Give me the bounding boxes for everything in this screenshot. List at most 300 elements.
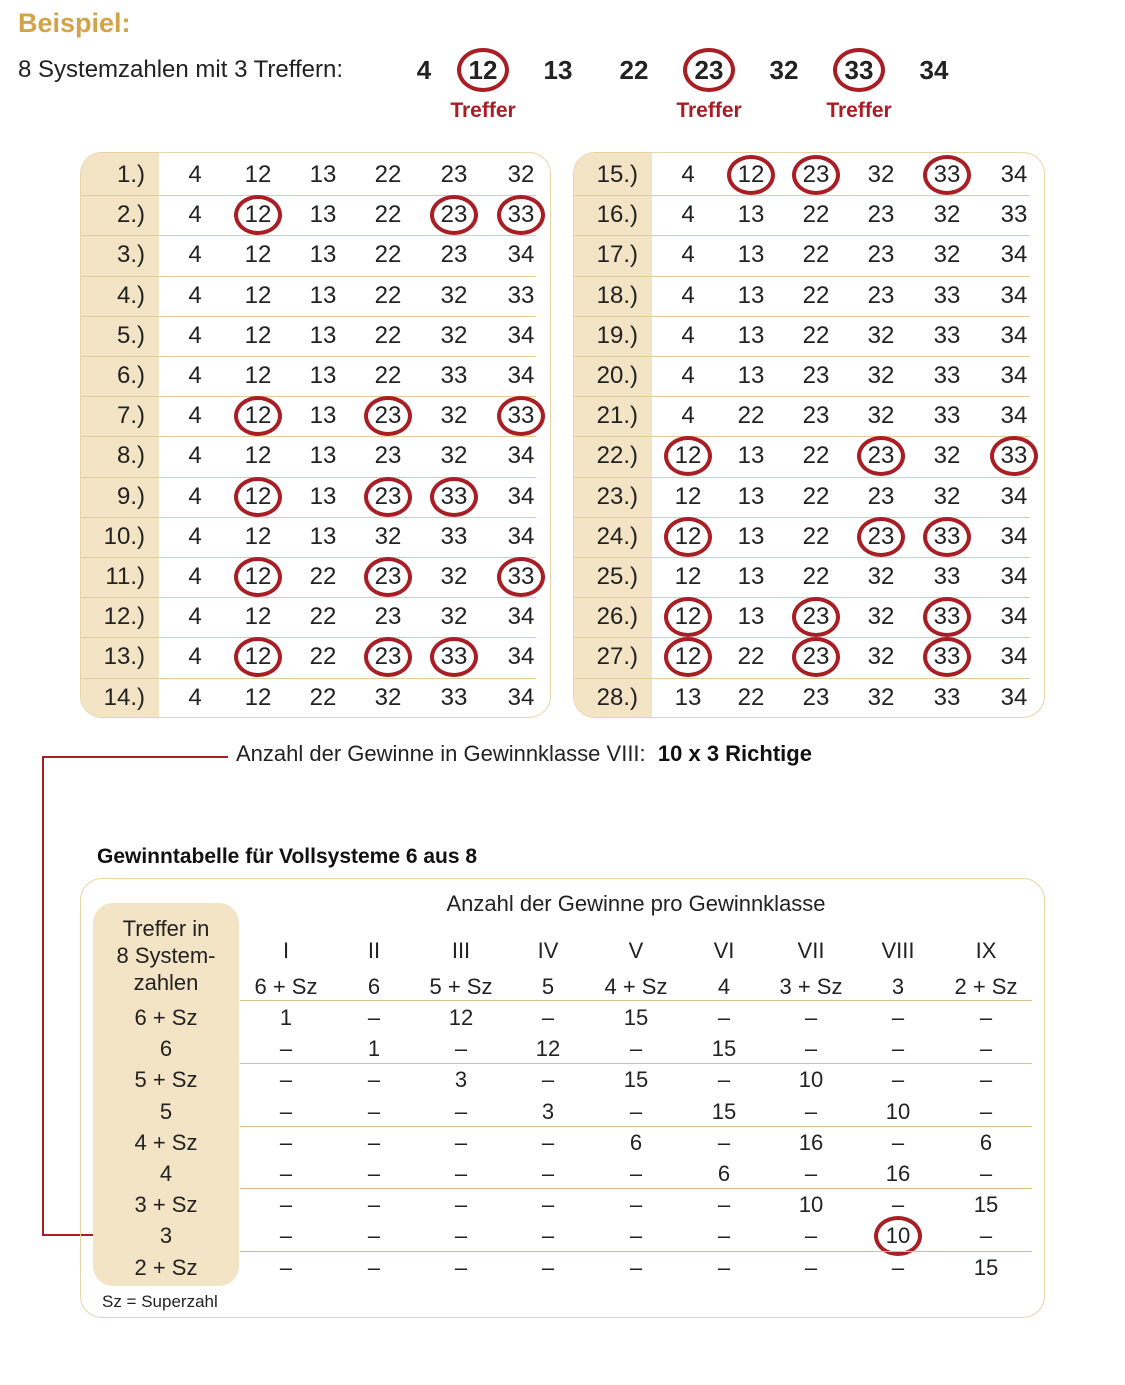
number-cell: 22: [374, 362, 402, 389]
number-cell: 22: [374, 241, 402, 269]
number-cell: 33: [1000, 442, 1028, 470]
table-row: [574, 597, 1044, 637]
number-cell: 23: [867, 442, 895, 470]
intro-text: 8 Systemzahlen mit 3 Treffern:: [18, 56, 344, 83]
number-cell: 22: [802, 522, 830, 550]
table-row: [574, 316, 1044, 356]
prize-cell: –: [541, 1161, 555, 1186]
hit-ring: [923, 155, 971, 195]
hit-ring: [457, 48, 509, 92]
table-row: [574, 155, 1044, 195]
combination-table-left: [80, 152, 551, 718]
prize-cell: –: [279, 1067, 293, 1093]
number-cell: 33: [440, 683, 468, 711]
prize-cell: 10: [798, 1067, 824, 1093]
prize-row-label: 2 + Sz: [134, 1254, 198, 1280]
prize-row-label: 6: [159, 1036, 173, 1062]
table-row: [81, 597, 550, 637]
prize-row-label: 3 + Sz: [134, 1192, 198, 1218]
number-cell: 33: [507, 563, 535, 590]
number-cell: 23: [374, 603, 402, 631]
number-cell: 34: [507, 603, 535, 631]
table-row: [574, 678, 1044, 718]
number-cell: 13: [309, 241, 337, 269]
table-row: [81, 436, 550, 476]
system-number: 4: [416, 55, 432, 85]
number-cell: 4: [681, 161, 695, 188]
number-cell: 33: [933, 643, 961, 671]
hit-ring: [683, 48, 735, 92]
number-cell: 12: [674, 643, 702, 671]
prize-cell: 15: [623, 1067, 649, 1093]
number-cell: 12: [244, 201, 272, 229]
prize-cell: –: [629, 1223, 643, 1249]
number-cell: 22: [802, 482, 830, 510]
number-cell: 4: [188, 321, 202, 349]
number-cell: 33: [507, 281, 535, 309]
number-cell: 13: [309, 321, 337, 349]
prize-row-divider: [240, 1000, 1032, 1001]
prize-cell: 6: [717, 1161, 731, 1186]
table-row: [574, 557, 1044, 597]
number-cell: 22: [309, 683, 337, 711]
number-cell: 4: [681, 321, 695, 349]
number-cell: 32: [440, 321, 468, 349]
hit-ring: [497, 557, 545, 597]
prize-cell: 6: [979, 1129, 993, 1155]
row-label: 18.): [596, 281, 638, 309]
table-row: [574, 235, 1044, 275]
number-cell: 23: [802, 402, 830, 430]
table-row: [81, 396, 550, 436]
prize-cell: –: [629, 1161, 643, 1186]
prize-cell: –: [717, 1129, 731, 1155]
table-row: [81, 195, 550, 235]
number-cell: 12: [674, 482, 702, 510]
prize-cell: 12: [535, 1036, 561, 1062]
number-cell: 13: [737, 321, 765, 349]
prize-cell: –: [279, 1161, 293, 1186]
table-row: [574, 195, 1044, 235]
prize-table-title: Gewinntabelle für Vollsysteme 6 aus 8: [97, 845, 478, 868]
class-roman: VII: [797, 938, 825, 963]
prize-row-label: 4 + Sz: [134, 1129, 198, 1155]
number-cell: 12: [244, 643, 272, 671]
prize-table-row-header: [93, 915, 239, 996]
number-cell: 34: [507, 522, 535, 550]
prize-cell: –: [979, 1161, 993, 1186]
row-label: 3.): [116, 241, 145, 269]
number-cell: 33: [440, 482, 468, 510]
win-count-value: 10 x 3 Richtige: [657, 741, 812, 766]
prize-cell: –: [541, 1192, 555, 1218]
prize-cell: 15: [711, 1098, 737, 1124]
number-cell: 32: [867, 603, 895, 631]
row-label: 7.): [116, 402, 145, 430]
number-cell: 23: [374, 643, 402, 671]
prize-cell: –: [804, 1036, 818, 1062]
table-row: [81, 235, 550, 275]
number-cell: 13: [309, 522, 337, 550]
number-cell: 23: [802, 362, 830, 389]
prize-cell: –: [279, 1036, 293, 1062]
number-cell: 4: [188, 161, 202, 188]
prize-cell: –: [891, 1192, 905, 1218]
prize-row-label: 3: [159, 1223, 173, 1249]
prize-cell: –: [979, 1067, 993, 1093]
number-cell: 4: [188, 563, 202, 590]
number-cell: 22: [802, 281, 830, 309]
number-cell: 4: [188, 643, 202, 671]
prize-cell: –: [367, 1005, 381, 1030]
row-label: 11.): [105, 563, 145, 590]
prize-cell: –: [891, 1254, 905, 1280]
number-cell: 33: [440, 362, 468, 389]
number-cell: 33: [933, 402, 961, 430]
class-sub: 4 + Sz: [604, 974, 668, 999]
number-cell: 22: [737, 683, 765, 711]
row-label: 24.): [596, 522, 638, 550]
number-cell: 32: [374, 683, 402, 711]
connector-line: [42, 756, 44, 1236]
number-cell: 13: [674, 683, 702, 711]
number-cell: 12: [244, 321, 272, 349]
number-cell: 4: [188, 683, 202, 711]
number-cell: 34: [1000, 241, 1028, 269]
prize-cell: –: [979, 1005, 993, 1030]
prize-cell: –: [717, 1005, 731, 1030]
number-cell: 33: [933, 321, 961, 349]
class-sub: 3: [891, 974, 905, 999]
class-roman: IX: [975, 938, 997, 963]
number-cell: 23: [867, 241, 895, 269]
number-cell: 23: [802, 161, 830, 188]
hit-ring: [792, 155, 840, 195]
prize-cell: 10: [885, 1223, 911, 1249]
number-cell: 12: [674, 522, 702, 550]
number-cell: 22: [374, 161, 402, 188]
prize-cell: –: [541, 1254, 555, 1280]
number-cell: 22: [802, 201, 830, 229]
hit-ring: [430, 477, 478, 517]
prize-cell: –: [717, 1192, 731, 1218]
prize-cell: –: [979, 1098, 993, 1124]
hit-ring: [727, 155, 775, 195]
connector-line: [42, 756, 228, 758]
number-cell: 34: [1000, 563, 1028, 590]
number-cell: 13: [737, 281, 765, 309]
prize-cell: –: [804, 1223, 818, 1249]
number-cell: 33: [933, 603, 961, 631]
hit-ring: [234, 396, 282, 436]
number-cell: 4: [188, 402, 202, 430]
number-cell: 12: [244, 442, 272, 470]
number-cell: 4: [681, 402, 695, 430]
win-count-label: Anzahl der Gewinne in Gewinnklasse VIII:: [236, 741, 646, 766]
number-cell: 34: [507, 482, 535, 510]
number-cell: 33: [440, 522, 468, 550]
prize-row-label: 6 + Sz: [134, 1005, 198, 1030]
hit-ring: [833, 48, 885, 92]
number-cell: 4: [188, 482, 202, 510]
prize-cell: –: [454, 1161, 468, 1186]
number-cell: 32: [440, 281, 468, 309]
prize-cell: –: [891, 1005, 905, 1030]
number-cell: 13: [309, 482, 337, 510]
prize-cell: 12: [448, 1005, 474, 1030]
number-cell: 4: [188, 241, 202, 269]
row-label: 6.): [116, 362, 145, 389]
prize-cell: –: [891, 1067, 905, 1093]
number-cell: 33: [933, 362, 961, 389]
number-cell: 34: [1000, 643, 1028, 671]
prize-cell: –: [804, 1161, 818, 1186]
number-cell: 4: [188, 522, 202, 550]
prize-cell: –: [804, 1254, 818, 1280]
number-cell: 23: [374, 402, 402, 430]
number-cell: 23: [867, 522, 895, 550]
row-header-line: zahlen: [133, 970, 199, 995]
prize-row-label: 5 + Sz: [134, 1067, 198, 1093]
number-cell: 22: [374, 321, 402, 349]
number-cell: 33: [1000, 201, 1028, 229]
hit-ring: [430, 195, 478, 235]
number-cell: 4: [681, 281, 695, 309]
number-cell: 13: [309, 442, 337, 470]
prize-cell: –: [804, 1005, 818, 1030]
table-row: [81, 356, 550, 396]
prize-cell: –: [454, 1223, 468, 1249]
number-cell: 23: [374, 482, 402, 510]
number-cell: 33: [933, 683, 961, 711]
number-cell: 32: [507, 161, 535, 188]
number-cell: 22: [374, 201, 402, 229]
number-cell: 34: [1000, 362, 1028, 389]
prize-cell: –: [629, 1036, 643, 1062]
prize-cell: –: [367, 1254, 381, 1280]
number-cell: 22: [309, 603, 337, 631]
number-cell: 32: [374, 522, 402, 550]
combination-table-right: [573, 152, 1045, 718]
prize-row-label: 4: [159, 1161, 173, 1186]
page-title: Beispiel:: [18, 8, 131, 38]
row-label: 16.): [596, 201, 638, 229]
number-cell: 34: [1000, 603, 1028, 631]
row-label: 27.): [596, 643, 638, 671]
number-cell: 13: [309, 201, 337, 229]
number-cell: 32: [933, 442, 961, 470]
system-number: 32: [769, 55, 799, 85]
row-label: 22.): [596, 442, 638, 470]
number-cell: 12: [244, 161, 272, 188]
number-cell: 12: [244, 482, 272, 510]
hit-ring: [923, 597, 971, 637]
number-cell: 32: [440, 402, 468, 430]
hit-ring: [234, 195, 282, 235]
prize-cell: 3: [541, 1098, 555, 1124]
prize-cell: –: [717, 1067, 731, 1093]
number-cell: 34: [507, 241, 535, 269]
table-row: [574, 396, 1044, 436]
prize-cell: –: [367, 1192, 381, 1218]
row-label: 25.): [596, 563, 638, 590]
prize-cell: 15: [711, 1036, 737, 1062]
class-sub: 5: [541, 974, 555, 999]
number-cell: 34: [507, 321, 535, 349]
number-cell: 13: [737, 362, 765, 389]
class-sub: 5 + Sz: [429, 974, 493, 999]
row-label: 5.): [116, 321, 145, 349]
number-cell: 32: [867, 643, 895, 671]
row-label: 4.): [116, 281, 145, 309]
number-cell: 32: [867, 362, 895, 389]
prize-cell: 15: [973, 1254, 999, 1280]
system-number: 22: [619, 55, 649, 85]
prize-cell: –: [279, 1098, 293, 1124]
number-cell: 32: [440, 563, 468, 590]
number-cell: 32: [440, 603, 468, 631]
prize-cell: 1: [367, 1036, 381, 1062]
row-label: 28.): [596, 683, 638, 711]
prize-cell: –: [891, 1036, 905, 1062]
number-cell: 33: [440, 643, 468, 671]
prize-row-divider: [240, 1126, 1032, 1127]
number-cell: 13: [309, 402, 337, 430]
number-cell: 12: [244, 241, 272, 269]
prize-cell: –: [541, 1223, 555, 1249]
number-cell: 12: [244, 683, 272, 711]
table-row: [81, 637, 550, 677]
number-cell: 32: [933, 482, 961, 510]
number-cell: 34: [507, 683, 535, 711]
prize-cell: –: [454, 1129, 468, 1155]
number-cell: 23: [802, 643, 830, 671]
prize-cell: 15: [623, 1005, 649, 1030]
number-cell: 23: [867, 281, 895, 309]
number-cell: 23: [867, 201, 895, 229]
number-cell: 34: [1000, 683, 1028, 711]
number-cell: 32: [440, 442, 468, 470]
treffer-label: Treffer: [826, 99, 892, 122]
row-label: 14.): [103, 683, 145, 711]
hit-ring: [664, 597, 712, 637]
number-cell: 4: [681, 362, 695, 389]
table-row: [574, 517, 1044, 557]
number-cell: 34: [1000, 321, 1028, 349]
prize-cell: 16: [798, 1129, 824, 1155]
prize-cell: –: [629, 1098, 643, 1124]
number-cell: 12: [244, 563, 272, 590]
prize-cell: –: [279, 1254, 293, 1280]
row-header-line: 8 System-: [116, 943, 216, 968]
row-label: 23.): [596, 482, 638, 510]
hit-ring: [364, 396, 412, 436]
table-row: [574, 477, 1044, 517]
prize-cell: –: [717, 1254, 731, 1280]
number-cell: 4: [188, 281, 202, 309]
number-cell: 23: [802, 603, 830, 631]
row-label: 10.): [103, 522, 145, 550]
prize-cell: –: [891, 1129, 905, 1155]
number-cell: 22: [737, 402, 765, 430]
prize-cell: –: [279, 1192, 293, 1218]
table-row: [81, 477, 550, 517]
class-sub: 6 + Sz: [254, 974, 318, 999]
number-cell: 34: [1000, 161, 1028, 188]
number-cell: 13: [737, 482, 765, 510]
hit-ring: [234, 477, 282, 517]
row-label: 2.): [116, 201, 145, 229]
prize-cell: 6: [629, 1129, 643, 1155]
number-cell: 13: [309, 161, 337, 188]
row-label: 13.): [103, 643, 145, 671]
number-cell: 4: [188, 201, 202, 229]
number-cell: 22: [737, 643, 765, 671]
number-cell: 22: [802, 241, 830, 269]
row-label: 1.): [116, 161, 145, 188]
number-cell: 33: [933, 281, 961, 309]
number-cell: 34: [1000, 482, 1028, 510]
class-sub: 4: [717, 974, 731, 999]
hit-ring: [664, 517, 712, 557]
number-cell: 23: [374, 442, 402, 470]
number-cell: 33: [933, 563, 961, 590]
row-header-line: Treffer in: [122, 916, 210, 941]
number-cell: 34: [1000, 402, 1028, 430]
number-cell: 22: [309, 643, 337, 671]
number-cell: 22: [802, 321, 830, 349]
number-cell: 22: [802, 563, 830, 590]
row-label: 15.): [596, 161, 638, 188]
number-cell: 12: [674, 563, 702, 590]
number-cell: 32: [867, 683, 895, 711]
number-cell: 13: [737, 201, 765, 229]
table-row: [81, 276, 550, 316]
number-cell: 32: [933, 241, 961, 269]
number-cell: 23: [374, 563, 402, 590]
system-number: 33: [844, 55, 874, 85]
table-row: [81, 557, 550, 597]
row-label: 17.): [596, 241, 638, 269]
prize-row-divider: [240, 1251, 1032, 1252]
prize-cell: –: [717, 1223, 731, 1249]
prize-cell: –: [804, 1098, 818, 1124]
table-row: [574, 637, 1044, 677]
number-cell: 4: [188, 362, 202, 389]
number-cell: 12: [674, 603, 702, 631]
table-row: [574, 276, 1044, 316]
prize-cell: –: [367, 1223, 381, 1249]
class-sub: 6: [367, 974, 381, 999]
number-cell: 32: [867, 321, 895, 349]
number-cell: 34: [1000, 522, 1028, 550]
number-cell: 13: [309, 362, 337, 389]
win-count-summary: [236, 741, 812, 767]
prize-cell: –: [279, 1129, 293, 1155]
class-roman: II: [367, 938, 381, 963]
class-roman: I: [282, 938, 290, 963]
number-cell: 13: [737, 522, 765, 550]
number-cell: 12: [244, 603, 272, 631]
number-cell: 23: [440, 161, 468, 188]
row-label: 20.): [596, 362, 638, 389]
system-number: 13: [543, 55, 573, 85]
prize-cell: 1: [279, 1005, 293, 1030]
hit-ring: [497, 195, 545, 235]
number-cell: 13: [737, 603, 765, 631]
number-cell: 22: [309, 563, 337, 590]
prize-table-header: Anzahl der Gewinne pro Gewinnklasse: [446, 891, 826, 916]
